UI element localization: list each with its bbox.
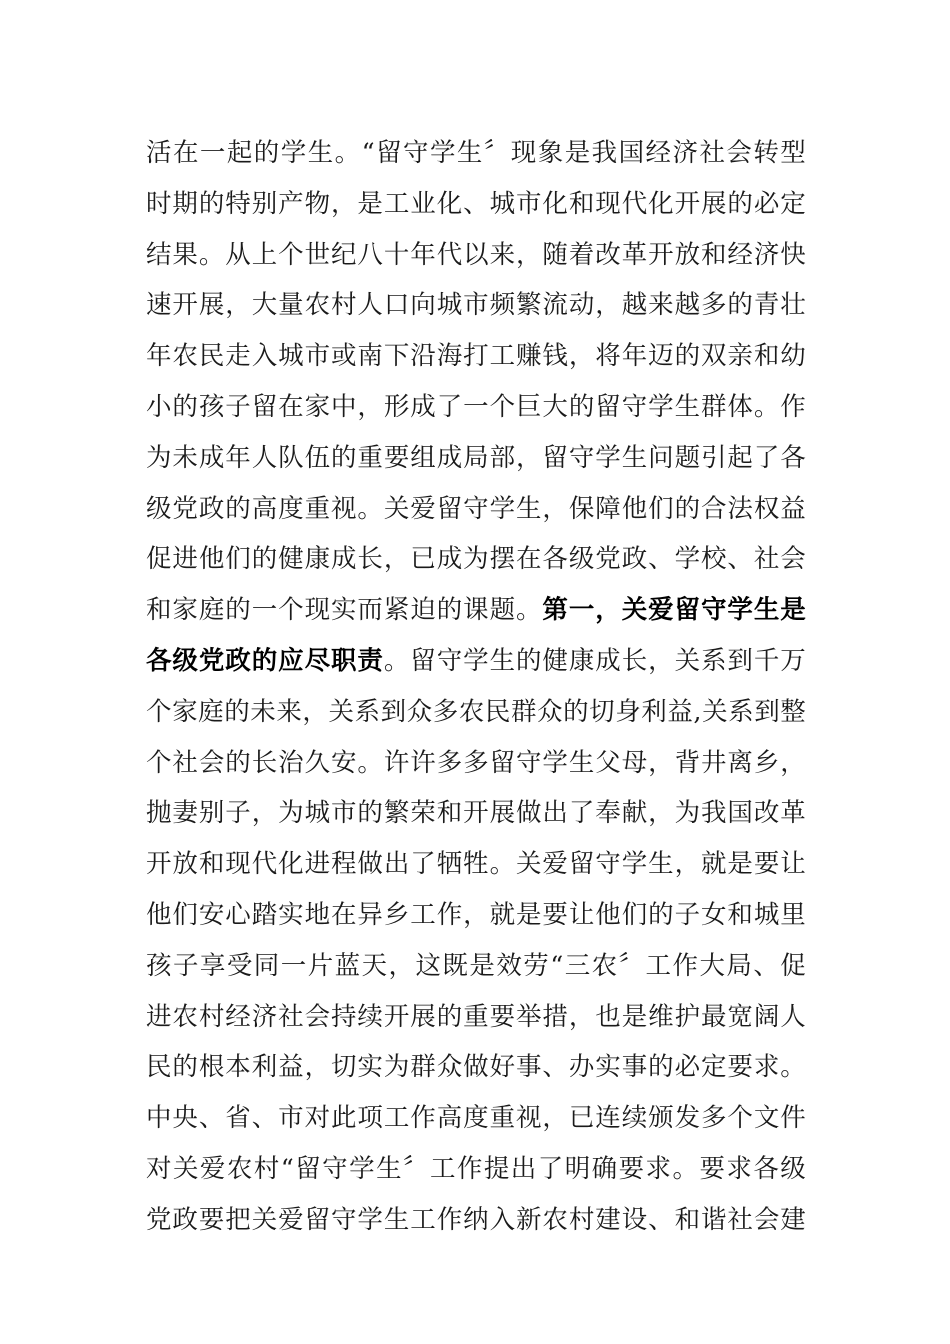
body-text: 开放和现代化进程做出了牺牲。关爱留守学生，就是要让 bbox=[146, 849, 806, 880]
body-paragraph bbox=[146, 128, 806, 1246]
body-text: 年农民走入城市或南下沿海打工赚钱，将年迈的双亲和幼 bbox=[146, 341, 806, 372]
text-line bbox=[146, 788, 806, 839]
text-line bbox=[146, 738, 806, 789]
body-text: 。留守学生的健康成长，关系到千万 bbox=[383, 645, 806, 676]
body-text: 进农村经济社会持续开展的重要举措，也是维护最宽阔人 bbox=[146, 1001, 806, 1032]
body-text: 抛妻别子，为城市的繁荣和开展做出了奉献，为我国改革 bbox=[146, 798, 806, 829]
body-text: 党政要把关爱留守学生工作纳入新农村建设、和谐社会建 bbox=[146, 1204, 806, 1235]
body-text: 个社会的长治久安。许许多多留守学生父母，背井离乡， bbox=[146, 747, 806, 778]
body-text: 速开展，大量农村人口向城市频繁流动，越来越多的青壮 bbox=[146, 290, 806, 321]
body-text: 结果。从上个世纪八十年代以来，随着改革开放和经济快 bbox=[146, 239, 806, 270]
body-text: 活在一起的学生。“留守学生〞现象是我国经济社会转型 bbox=[146, 138, 806, 168]
text-line bbox=[146, 890, 806, 941]
text-line bbox=[146, 280, 806, 331]
text-line bbox=[146, 1144, 806, 1195]
text-line bbox=[146, 230, 806, 281]
text-line bbox=[146, 636, 806, 687]
text-line bbox=[146, 839, 806, 890]
text-line bbox=[146, 534, 806, 585]
body-text: 促进他们的健康成长，已成为摆在各级党政、学校、社会 bbox=[146, 544, 806, 575]
body-text: 民的根本利益，切实为群众做好事、办实事的必定要求。 bbox=[146, 1052, 806, 1083]
text-line bbox=[146, 941, 806, 992]
text-line bbox=[146, 484, 806, 535]
text-line bbox=[146, 992, 806, 1043]
body-text: 中央、省、市对此项工作高度重视，已连续颁发多个文件 bbox=[146, 1103, 806, 1134]
body-text: 孩子享受同一片蓝天，这既是效劳“三农〞工作大局、促 bbox=[146, 950, 806, 981]
text-line bbox=[146, 433, 806, 484]
text-line bbox=[146, 382, 806, 433]
body-text: 小的孩子留在家中，形成了一个巨大的留守学生群体。作 bbox=[146, 391, 806, 422]
text-line bbox=[146, 585, 806, 636]
emphasis-text: 各级党政的应尽职责 bbox=[146, 645, 384, 676]
body-text: 为未成年人队伍的重要组成局部，留守学生问题引起了各 bbox=[146, 442, 806, 473]
body-text: 他们安心踏实地在异乡工作，就是要让他们的子女和城里 bbox=[146, 899, 806, 930]
text-line bbox=[146, 128, 806, 179]
body-text: 和家庭的一个现实而紧迫的课题。 bbox=[146, 595, 543, 626]
text-line bbox=[146, 1042, 806, 1093]
text-line bbox=[146, 1093, 806, 1144]
body-text: 级党政的高度重视。关爱留守学生，保障他们的合法权益 bbox=[146, 493, 806, 524]
body-text: 个家庭的未来，关系到众多农民群众的切身利益,关系到整 bbox=[146, 696, 806, 727]
body-text: 对关爱农村“留守学生〞工作提出了明确要求。要求各级 bbox=[146, 1153, 806, 1184]
body-text: 时期的特别产物，是工业化、城市化和现代化开展的必定 bbox=[146, 188, 806, 219]
emphasis-text: 第一，关爱留守学生是 bbox=[542, 595, 806, 626]
text-line bbox=[146, 331, 806, 382]
text-line bbox=[146, 1195, 806, 1246]
text-line bbox=[146, 687, 806, 738]
text-line bbox=[146, 179, 806, 230]
